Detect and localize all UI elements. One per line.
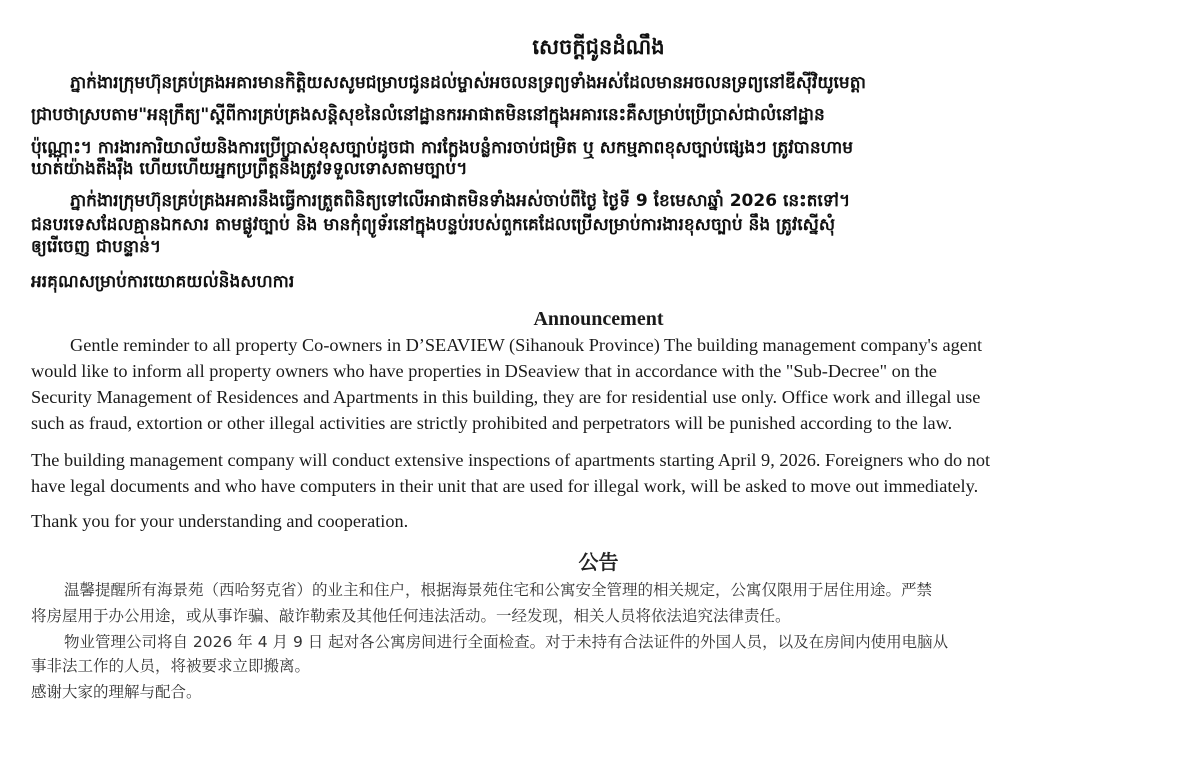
- chinese-line: 感谢大家的理解与配合。: [31, 683, 202, 701]
- khmer-line: ជ្រាបថាស្របតាម"អនុក្រឹត្យ"ស្ដីពីការគ្រប់គ្រងសន្តិសុខនៃលំនៅដ្ឋានករអាផាតមិននៅក្នុងអគារនេះគឺសម្រាប់ប្រើប្រាស់ជាលំនៅដ្ឋាន: [31, 105, 825, 125]
- khmer-line: ជនបរទេសដែលគ្មានឯកសារ តាមផ្លូវច្បាប់ និង មានកុំព្យូទ័រនៅក្នុងបន្ទប់របស់ពួកគេដែលប្រើសម្រាប់ការងារខុសច្បាប់ នឹង ត្រូវស្នើសុំ: [31, 215, 836, 235]
- chinese-line: 物业管理公司将自 2026 年 4 月 9 日 起对各公寓房间进行全面检查。对于未持有合法证件的外国人员，以及在房间内使用电脑从: [64, 633, 949, 651]
- english-line: such as fraud, extortion or other illegal activities are strictly prohibited and perpetrators will be punished according to the law.: [31, 413, 953, 433]
- khmer-line: ឃាត់យ៉ាងតឹងរ៉ឹង ហើយហើយអ្នកប្រព្រឹត្តនឹងត្រូវទទួលទោសតាមច្បាប់។: [31, 159, 468, 179]
- khmer-title: សេចក្ដីជូនដំណឹង: [532, 35, 665, 59]
- english-line: Thank you for your understanding and cooperation.: [31, 511, 409, 531]
- chinese-line: 将房屋用于办公用途，或从事诈骗、敲诈勒索及其他任何违法活动。一经发现，相关人员将依法追究法律责任。: [31, 607, 791, 625]
- khmer-line: អរគុណសម្រាប់ការយោគយល់និងសហការ: [31, 272, 295, 292]
- english-line: would like to inform all property owners who have properties in DSeaview that in accordance with the "Sub-Decree" on the: [31, 361, 937, 381]
- chinese-title: 公告: [578, 550, 619, 574]
- chinese-line: 温馨提醒所有海景苑（西哈努克省）的业主和住户，根据海景苑住宅和公寓安全管理的相关规定，公寓仅限用于居住用途。严禁: [64, 581, 933, 599]
- khmer-line: ប៉ុណ្ណោះ។ ការងារការិយាល័យនិងការប្រើប្រាស់ខុសច្បាប់ដូចជា ការក្លែងបន្លំការចាប់ជម្រិត ឬ សកម្មភាពខុសច្បាប់ផ្សេងៗ ត្រូវបានហាម: [31, 138, 853, 158]
- english-line: Gentle reminder to all property Co-owners in D’SEAVIEW (Sihanouk Province) The building management company's agent: [70, 335, 983, 355]
- khmer-line: ឲ្យរើចេញ ជាបន្ទាន់។: [31, 237, 162, 257]
- english-title: Announcement: [533, 308, 664, 330]
- khmer-line: ភ្នាក់ងារក្រុមហ៊ុនគ្រប់គ្រងអគារមានកិត្តិយសសូមជម្រាបជូនដល់ម្ចាស់អចលនទ្រព្យទាំងអស់ដែលមានអចលនទ្រព្យនៅឌីស៊ីវិយូមេត្តា: [70, 73, 866, 93]
- english-line: The building management company will conduct extensive inspections of apartments starting April 9, 2026. Foreigners who do not: [31, 450, 991, 470]
- english-line: Security Management of Residences and Apartments in this building, they are for residential use only. Office work and illegal use: [31, 387, 981, 407]
- khmer-line: ភ្នាក់ងារក្រុមហ៊ុនគ្រប់គ្រងអគារនឹងធ្វើការត្រួតពិនិត្យទៅលើអាផាតមិនទាំងអស់ចាប់ពីថ្ងៃ ថ្ងៃទី 9 ខែមេសាឆ្នាំ 2026 នេះតទៅ។: [70, 191, 851, 211]
- chinese-line: 事非法工作的人员，将被要求立即搬离。: [31, 657, 311, 675]
- english-line: have legal documents and who have computers in their unit that are used for illegal work, will be asked to move out immediately.: [31, 476, 979, 496]
